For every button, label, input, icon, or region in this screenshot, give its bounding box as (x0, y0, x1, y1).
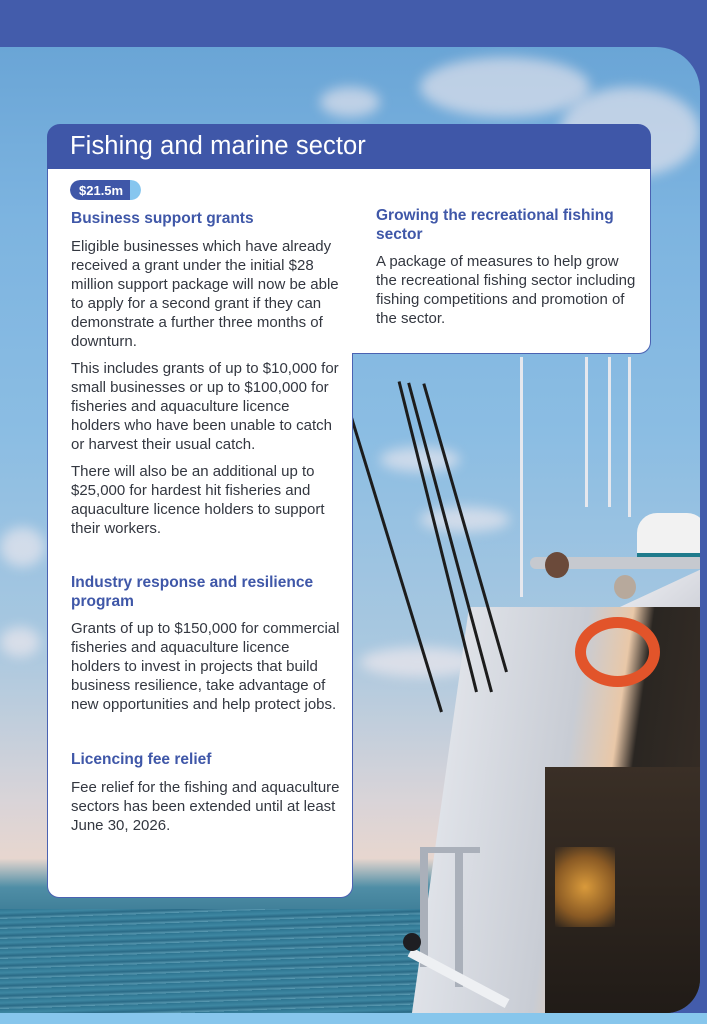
cloud (0, 627, 40, 657)
section-heading: Business support grants (71, 210, 254, 227)
cloud (420, 57, 590, 117)
funding-badge (70, 180, 141, 200)
boat-railing (420, 847, 480, 853)
cloud (320, 87, 380, 117)
section-paragraph: Eligible businesses which have already received a grant under the initial $28 million support package will now be able to apply for a second grant if they can demonstrate a further three months of downturn. (71, 238, 339, 350)
person (545, 552, 569, 578)
section-paragraph: Fee relief for the fishing and aquaculture sectors has been extended until at least June 30, 2026. (71, 779, 340, 834)
section-paragraph: There will also be an additional up to $25,000 for hardest hit fisheries and aquaculture licence holders to support their workers. (71, 463, 325, 537)
section-heading: Growing the recreational fishing sector (376, 207, 614, 243)
mast (628, 357, 631, 517)
mast (585, 357, 588, 507)
mast (608, 357, 611, 507)
section-paragraph: Grants of up to $150,000 for commercial fisheries and aquaculture licence holders to invest in projects that build business resilience, take advantage of new opportunities and help protect jobs. (71, 620, 340, 713)
section-industry-response (71, 573, 341, 714)
boat-railing (420, 847, 428, 967)
section-recreational-fishing (376, 206, 636, 328)
left-column (71, 180, 341, 835)
person (614, 575, 636, 599)
badge-tab (130, 180, 141, 200)
funding-amount: $21.5m (70, 180, 130, 200)
cloud (0, 527, 45, 567)
header-band (0, 0, 707, 47)
fender (403, 933, 421, 951)
boat-railing (455, 847, 463, 987)
section-business-support (71, 209, 341, 538)
card-title-bar (47, 124, 651, 169)
fishing-marine-card (47, 124, 651, 834)
cabin-light (555, 847, 615, 927)
mast (520, 357, 523, 597)
section-heading: Licencing fee relief (71, 751, 212, 768)
card-title: Fishing and marine sector (70, 132, 366, 160)
life-ring (575, 617, 660, 687)
section-heading: Industry response and resilience program (71, 574, 314, 610)
section-licencing-fee-relief (71, 750, 341, 835)
section-paragraph: A package of measures to help grow the recreational fishing sector including fishing competitions and promotion of the sector. (376, 253, 636, 327)
section-paragraph: This includes grants of up to $10,000 for small businesses or up to $100,000 for fisheries and aquaculture licence holders who have been unable to catch or harvest their usual catch. (71, 360, 339, 453)
radar-dome (637, 513, 700, 561)
right-column (376, 206, 636, 328)
